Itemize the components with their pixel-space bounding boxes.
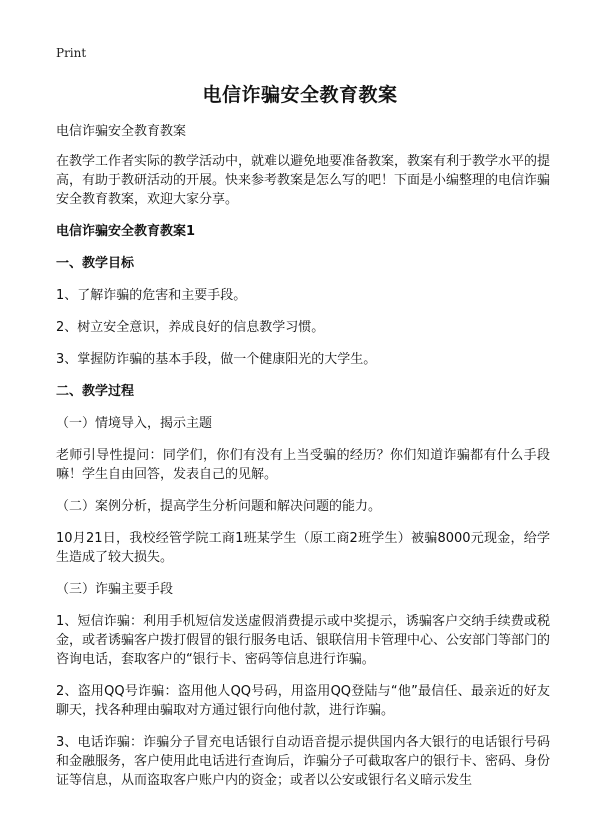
step-2-heading: （二）案例分析，提高学生分析问题和解决问题的能力。 <box>56 499 382 514</box>
goal-item-1: 1、了解诈骗的危害和主要手段。 <box>56 288 247 303</box>
goals-heading: 一、教学目标 <box>56 256 135 271</box>
print-label: Print <box>56 46 87 60</box>
goal-item-2: 2、树立安全意识，养成良好的信息教学习惯。 <box>56 320 325 335</box>
intro-paragraph: 在教学工作者实际的教学活动中，就难以避免地要准备教案，教案有利于教学水平的提高，有助于教研活动的开展。快来参考教案是怎么写的吧！下面是小编整理的电信诈骗安全教育教案，欢迎大家分享。 <box>56 154 551 207</box>
method-3-paragraph: 3、电话诈骗：诈骗分子冒充电话银行自动语音提示提供国内各大银行的电话银行号码和金融服务，客户使用此电话进行查询后，诈骗分子可截取客户的银行卡、密码、身份证等信息，从而盗取客户账户内的资金；或者以公安或银行名义暗示发生 <box>56 735 551 788</box>
step-1-paragraph: 老师引导性提问：同学们，你们有没有上当受骗的经历？你们知道诈骗都有什么手段嘛！学生自由回答，发表自己的见解。 <box>56 448 550 482</box>
document-title: 电信诈骗安全教育教案 <box>202 84 398 106</box>
document-body <box>56 122 550 803</box>
method-2-paragraph: 2、盗用QQ号诈骗：盗用他人QQ号码，用盗用QQ登陆与“他”最信任、最亲近的好友聊天，找各种理由骗取对方通过银行向他付款，进行诈骗。 <box>56 684 550 718</box>
process-heading: 二、教学过程 <box>56 384 135 399</box>
step-3-heading: （三）诈骗主要手段 <box>56 582 174 597</box>
document-subtitle: 电信诈骗安全教育教案 <box>56 124 187 139</box>
step-1-heading: （一）情境导入，揭示主题 <box>56 416 213 431</box>
step-2-paragraph: 10月21日，我校经管学院工商1班某学生（原工商2班学生）被骗8000元现金，给学生造成了较大损失。 <box>56 531 550 565</box>
goal-item-3: 3、掌握防诈骗的基本手段，做一个健康阳光的大学生。 <box>56 352 377 367</box>
section-title: 电信诈骗安全教育教案1 <box>56 224 196 239</box>
method-1-paragraph: 1、短信诈骗：利用手机短信发送虚假消费提示或中奖提示，诱骗客户交纳手续费或税金，或者诱骗客户拨打假冒的银行服务电话、银联信用卡管理中心、公安部门等部门的咨询电话，套取客户的“银行卡、密码等信息进行诈骗。 <box>56 614 551 667</box>
